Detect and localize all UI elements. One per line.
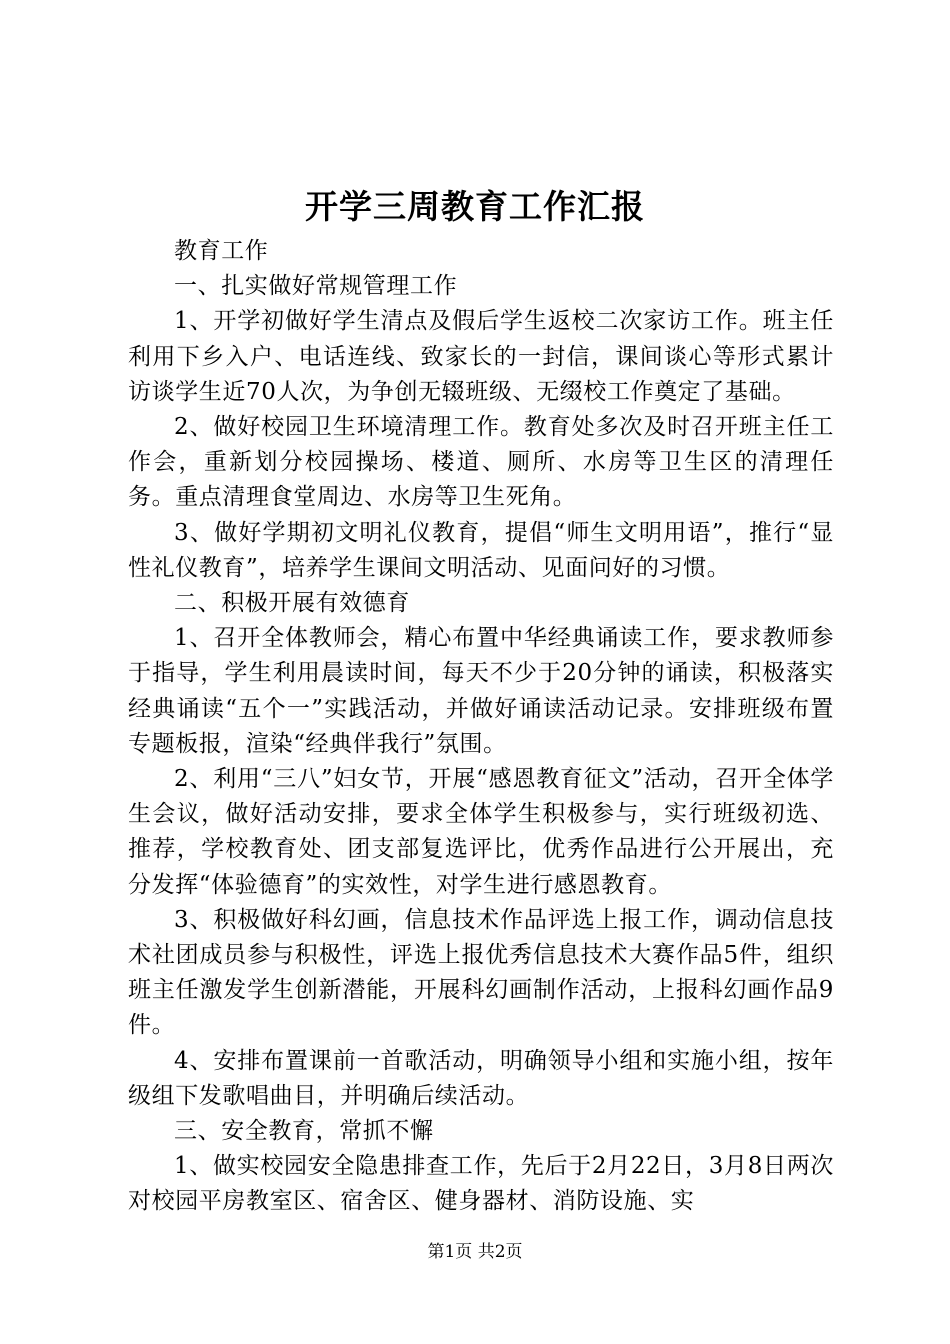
paragraph-1-3: 3、做好学期初文明礼仪教育，提倡“师生文明用语”，推行“显性礼仪教育”，培养学生课间文明活动、见面问好的习惯。: [128, 519, 834, 581]
section-heading-2: 二、积极开展有效德育: [174, 590, 410, 617]
paragraph-1-1: 1、开学初做好学生清点及假后学生返校二次家访工作。班主任利用下乡入户、电话连线、致家长的一封信，课间谈心等形式累计访谈学生近70人次，为争创无辍班级、无缀校工作奠定了基础。: [128, 308, 834, 405]
paragraph-1-2: 2、做好校园卫生环境清理工作。教育处多次及时召开班主任工作会，重新划分校园操场、楼道、厕所、水房等卫生区的清理任务。重点清理食堂周边、水房等卫生死角。: [128, 414, 834, 511]
document-title: 开学三周教育工作汇报: [305, 187, 645, 226]
paragraph-2-2: 2、利用“三八”妇女节，开展“感恩教育征文”活动，召开全体学生会议，做好活动安排，要求全体学生积极参与，实行班级初选、推荐，学校教育处、团支部复选评比，优秀作品进行公开展出，充分发挥“体验德育”的实效性，对学生进行感恩教育。: [128, 766, 834, 898]
section-heading-3: 三、安全教育，常抓不懈: [174, 1118, 434, 1145]
paragraph-2-4: 4、安排布置课前一首歌活动，明确领导小组和实施小组，按年级组下发歌唱曲目，并明确后续活动。: [128, 1047, 834, 1109]
page-number-footer: 第1页 共2页: [427, 1242, 523, 1262]
paragraph-2-3: 3、积极做好科幻画，信息技术作品评选上报工作，调动信息技术社团成员参与积极性，评选上报优秀信息技术大赛作品5件，组织班主任激发学生创新潜能，开展科幻画制作活动，上报科幻画作品9件。: [128, 906, 834, 1039]
paragraph-3-1: 1、做实校园安全隐患排查工作，先后于2月22日，3月8日两次对校园平房教室区、宿舍区、健身器材、消防设施、实: [128, 1153, 834, 1215]
paragraph-2-1: 1、召开全体教师会，精心布置中华经典诵读工作，要求教师参于指导，学生利用晨读时间，每天不少于20分钟的诵读，积极落实经典诵读“五个一”实践活动，并做好诵读活动记录。安排班级布置专题板报，渲染“经典伴我行”氛围。: [128, 625, 834, 757]
section-heading-1: 一、扎实做好常规管理工作: [174, 273, 458, 300]
section-label: 教育工作: [174, 238, 269, 264]
document-body: [128, 234, 834, 1220]
